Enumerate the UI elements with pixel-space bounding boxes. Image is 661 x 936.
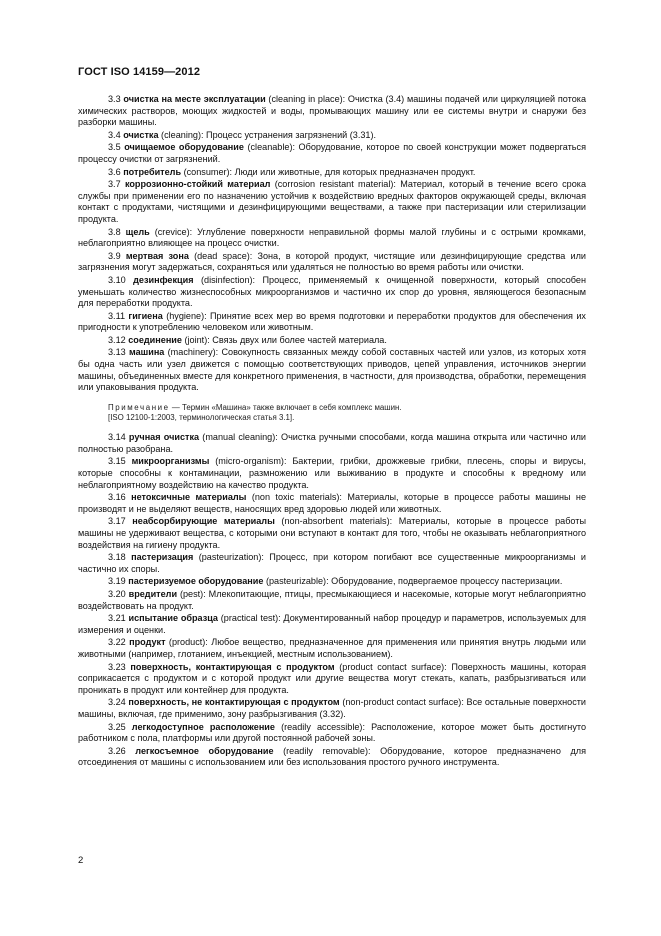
term-entry bbox=[78, 142, 586, 165]
term-entry bbox=[78, 662, 586, 697]
term-name: машина bbox=[128, 347, 165, 358]
term-name: неабсорбирующие материалы bbox=[132, 516, 275, 527]
term-entry bbox=[78, 347, 586, 393]
term-name: соединение bbox=[128, 334, 182, 345]
term-definition: (product contact surface): Поверхность машины, которая соприкасается с продуктом и с которой продукт или другие вещества могут стекать, капать, разбрызгиваться или проникать в продукт или контейнер для продукта. bbox=[78, 661, 586, 695]
term-entry bbox=[78, 311, 586, 334]
term-number: 3.8 bbox=[108, 226, 121, 237]
term-definition: (pasteurization): Процесс, при котором погибают все существенные микроорганизмы и частично их споры. bbox=[78, 552, 586, 574]
term-definition: (non-absorbent materials): Материалы, которые в процессе работы машины не удерживают вещества, с которыми они вступают в контакт для того, чтобы не оказывать неблагоприятного воздействия на гигиену продукта. bbox=[78, 516, 586, 550]
term-definition: (product): Любое вещество, предназначенное для применения или принятия внутрь людьми или животными (например, глотанием, инъекцией, местным использованием). bbox=[78, 637, 586, 659]
term-number: 3.26 bbox=[108, 745, 126, 756]
term-number: 3.24 bbox=[108, 697, 126, 708]
term-number: 3.22 bbox=[108, 637, 126, 648]
term-definition: (readily removable): Оборудование, которое предназначено для отсоединения от машины с использованием или без использования простого ручного инструмента. bbox=[78, 745, 586, 768]
term-definition: (cleaning): Процесс устранения загрязнений (3.31). bbox=[161, 129, 377, 140]
note-text: — Термин «Машина» также включает в себя комплекс машин. bbox=[171, 402, 402, 412]
term-number: 3.18 bbox=[108, 552, 126, 563]
term-number: 3.16 bbox=[108, 492, 126, 503]
term-entry bbox=[78, 637, 586, 660]
term-number: 3.25 bbox=[108, 721, 126, 732]
term-number: 3.17 bbox=[108, 516, 126, 527]
term-name: очистка на месте эксплуатации bbox=[123, 94, 266, 104]
term-number: 3.9 bbox=[108, 250, 121, 261]
term-name: поверхность, контактирующая с продуктом bbox=[130, 661, 335, 672]
term-name: очистка bbox=[123, 129, 159, 140]
term-number: 3.15 bbox=[108, 456, 126, 467]
term-definition: (cleanable): Оборудование, которое по своей конструкции может подвергаться процессу очистки от загрязнений. bbox=[78, 142, 587, 164]
term-definition: (machinery): Совокупность связанных между собой составных частей или узлов, из которых хотя бы одна часть или узел движется с помощью соответствующих приводов, цепей управления, источников энергии машины, объединенных вместе для конкретного применения, в частности, для производства, обработки, перемещения или упаковывания продукта. bbox=[78, 347, 586, 393]
term-entry bbox=[78, 432, 586, 455]
term-number: 3.5 bbox=[108, 142, 121, 153]
term-number: 3.3 bbox=[108, 94, 121, 104]
term-name: мертвая зона bbox=[125, 250, 189, 261]
term-entry bbox=[78, 179, 586, 225]
term-number: 3.11 bbox=[108, 310, 126, 321]
term-entry bbox=[78, 251, 586, 274]
term-entry bbox=[78, 130, 586, 142]
term-definition: (manual cleaning): Очистка ручными способами, когда машина открыта или частично или полностью разобрана. bbox=[78, 432, 586, 454]
term-entry bbox=[78, 746, 586, 769]
term-name: коррозионно-стойкий материал bbox=[124, 179, 271, 190]
term-number: 3.4 bbox=[108, 129, 121, 140]
term-entry bbox=[78, 492, 586, 515]
term-entry bbox=[78, 552, 586, 575]
term-number: 3.10 bbox=[108, 274, 126, 285]
term-name: испытание образца bbox=[128, 613, 218, 624]
term-number: 3.21 bbox=[108, 613, 126, 624]
document-header: ГОСТ ISO 14159—2012 bbox=[78, 66, 201, 78]
term-name: продукт bbox=[129, 637, 166, 648]
term-name: очищаемое оборудование bbox=[124, 142, 244, 153]
term-definition: (disinfection): Процесс, применяемый к очищенной поверхности, который способен уменьшать количество жизнеспособных микроорганизмов и частично их спор до уровня, являющегося безопасным для переработки продукта. bbox=[78, 274, 586, 309]
term-name: потребитель bbox=[123, 166, 182, 177]
document-body bbox=[78, 94, 586, 769]
term-number: 3.20 bbox=[108, 588, 126, 599]
term-entry bbox=[78, 516, 586, 551]
term-entry bbox=[78, 227, 586, 250]
term-entry bbox=[78, 576, 586, 588]
term-name: вредители bbox=[128, 588, 178, 599]
term-name: гигиена bbox=[128, 310, 163, 321]
term-number: 3.6 bbox=[108, 166, 121, 177]
term-name: пастеризуемое оборудование bbox=[128, 576, 264, 587]
term-entry bbox=[78, 94, 586, 129]
term-entry bbox=[78, 722, 586, 745]
term-definition: (hygiene): Принятие всех мер во время подготовки и переработки продуктов для обеспечения их пригодности к употреблению человеком или животным. bbox=[78, 310, 586, 333]
term-definition: (readily accessible): Расположение, которое может быть достигнуто работником с пола, платформы или другой постоянной рабочей зоны. bbox=[78, 721, 586, 744]
term-number: 3.19 bbox=[108, 576, 126, 587]
term-name: дезинфекция bbox=[133, 274, 194, 285]
term-definition: (joint): Связь двух или более частей материала. bbox=[184, 334, 387, 345]
term-number: 3.12 bbox=[108, 334, 126, 345]
term-number: 3.23 bbox=[108, 661, 126, 672]
note-label: Примечание bbox=[108, 402, 170, 412]
term-definition: (consumer): Люди или животные, для которых предназначен продукт. bbox=[183, 166, 476, 177]
term-name: щель bbox=[125, 226, 150, 237]
term-definition: (non toxic materials): Материалы, которые в процессе работы машины не производят и не выделяют веществ, наносящих вред здоровью людей или животных. bbox=[78, 492, 587, 514]
term-entry bbox=[78, 275, 586, 310]
term-definition: (practical test): Документированный набор процедур и параметров, используемых для измерения и оценки. bbox=[78, 613, 586, 635]
term-definition: (non-product contact surface): Все остальные поверхности машины, включая, где применимо, зону разбрызгивания (3.32). bbox=[78, 697, 587, 719]
note-block bbox=[108, 403, 586, 423]
term-definition: (micro-organism): Бактерии, грибки, дрожжевые грибки, плесень, споры и вирусы, которые способны к контаминации, размножению или выживанию в продукте и способны к вредному или неблагоприятному воздействию на качество продукта. bbox=[78, 456, 587, 490]
term-number: 3.7 bbox=[108, 179, 121, 190]
term-entry bbox=[78, 697, 586, 720]
term-definition: (pasteurizable): Оборудование, подвергаемое процессу пастеризации. bbox=[265, 576, 563, 587]
term-name: ручная очистка bbox=[128, 432, 200, 443]
term-name: микроорганизмы bbox=[131, 456, 210, 467]
term-entry bbox=[78, 613, 586, 636]
term-definition: (pest): Млекопитающие, птицы, пресмыкающиеся и насекомые, которые могут неблагоприятно воздействовать на продукт. bbox=[78, 588, 586, 611]
term-name: легкодоступное расположение bbox=[131, 721, 275, 732]
terms-list bbox=[78, 94, 586, 394]
term-name: нетоксичные материалы bbox=[131, 492, 247, 503]
term-number: 3.13 bbox=[108, 347, 126, 358]
term-number: 3.14 bbox=[108, 432, 126, 443]
term-name: легкосъемное оборудование bbox=[135, 745, 274, 756]
term-entry bbox=[78, 167, 586, 179]
term-definition: (corrosion resistant material): Материал, который в течение всего срока службы при применении его по назначению устойчив к воздействию вредных факторов окружающей среды, включая контакт с продуктами, чистящими и дезинфицирующими веществами, а также при пастеризации или стерилизации продукта. bbox=[78, 179, 586, 224]
term-definition: (cleaning in place): Очистка (3.4) машины подачей или циркуляцией потока химических растворов, моющих жидкостей и воды, промывающих машину или ее системы внутри и снаружи без разборки машины. bbox=[78, 94, 586, 128]
term-entry bbox=[78, 456, 586, 491]
term-definition: (dead space): Зона, в которой продукт, чистящие или дезинфицирующие средства или загрязнения могут задержаться, сохраняться или удаляться не полностью во время работы или очистки. bbox=[78, 250, 586, 273]
note-reference: [ISO 12100-1:2003, терминологическая статья 3.1]. bbox=[108, 413, 295, 423]
term-name: пастеризация bbox=[131, 552, 194, 563]
term-name: поверхность, не контактирующая с продуктом bbox=[128, 697, 340, 708]
term-entry bbox=[78, 589, 586, 612]
terms-list bbox=[78, 432, 586, 769]
term-entry bbox=[78, 335, 586, 347]
term-definition: (crevice): Углубление поверхности неправильной формы малой глубины и с острыми кромками, неблагоприятно влияющее на процесс очистки. bbox=[78, 226, 586, 249]
page-number: 2 bbox=[78, 855, 84, 866]
